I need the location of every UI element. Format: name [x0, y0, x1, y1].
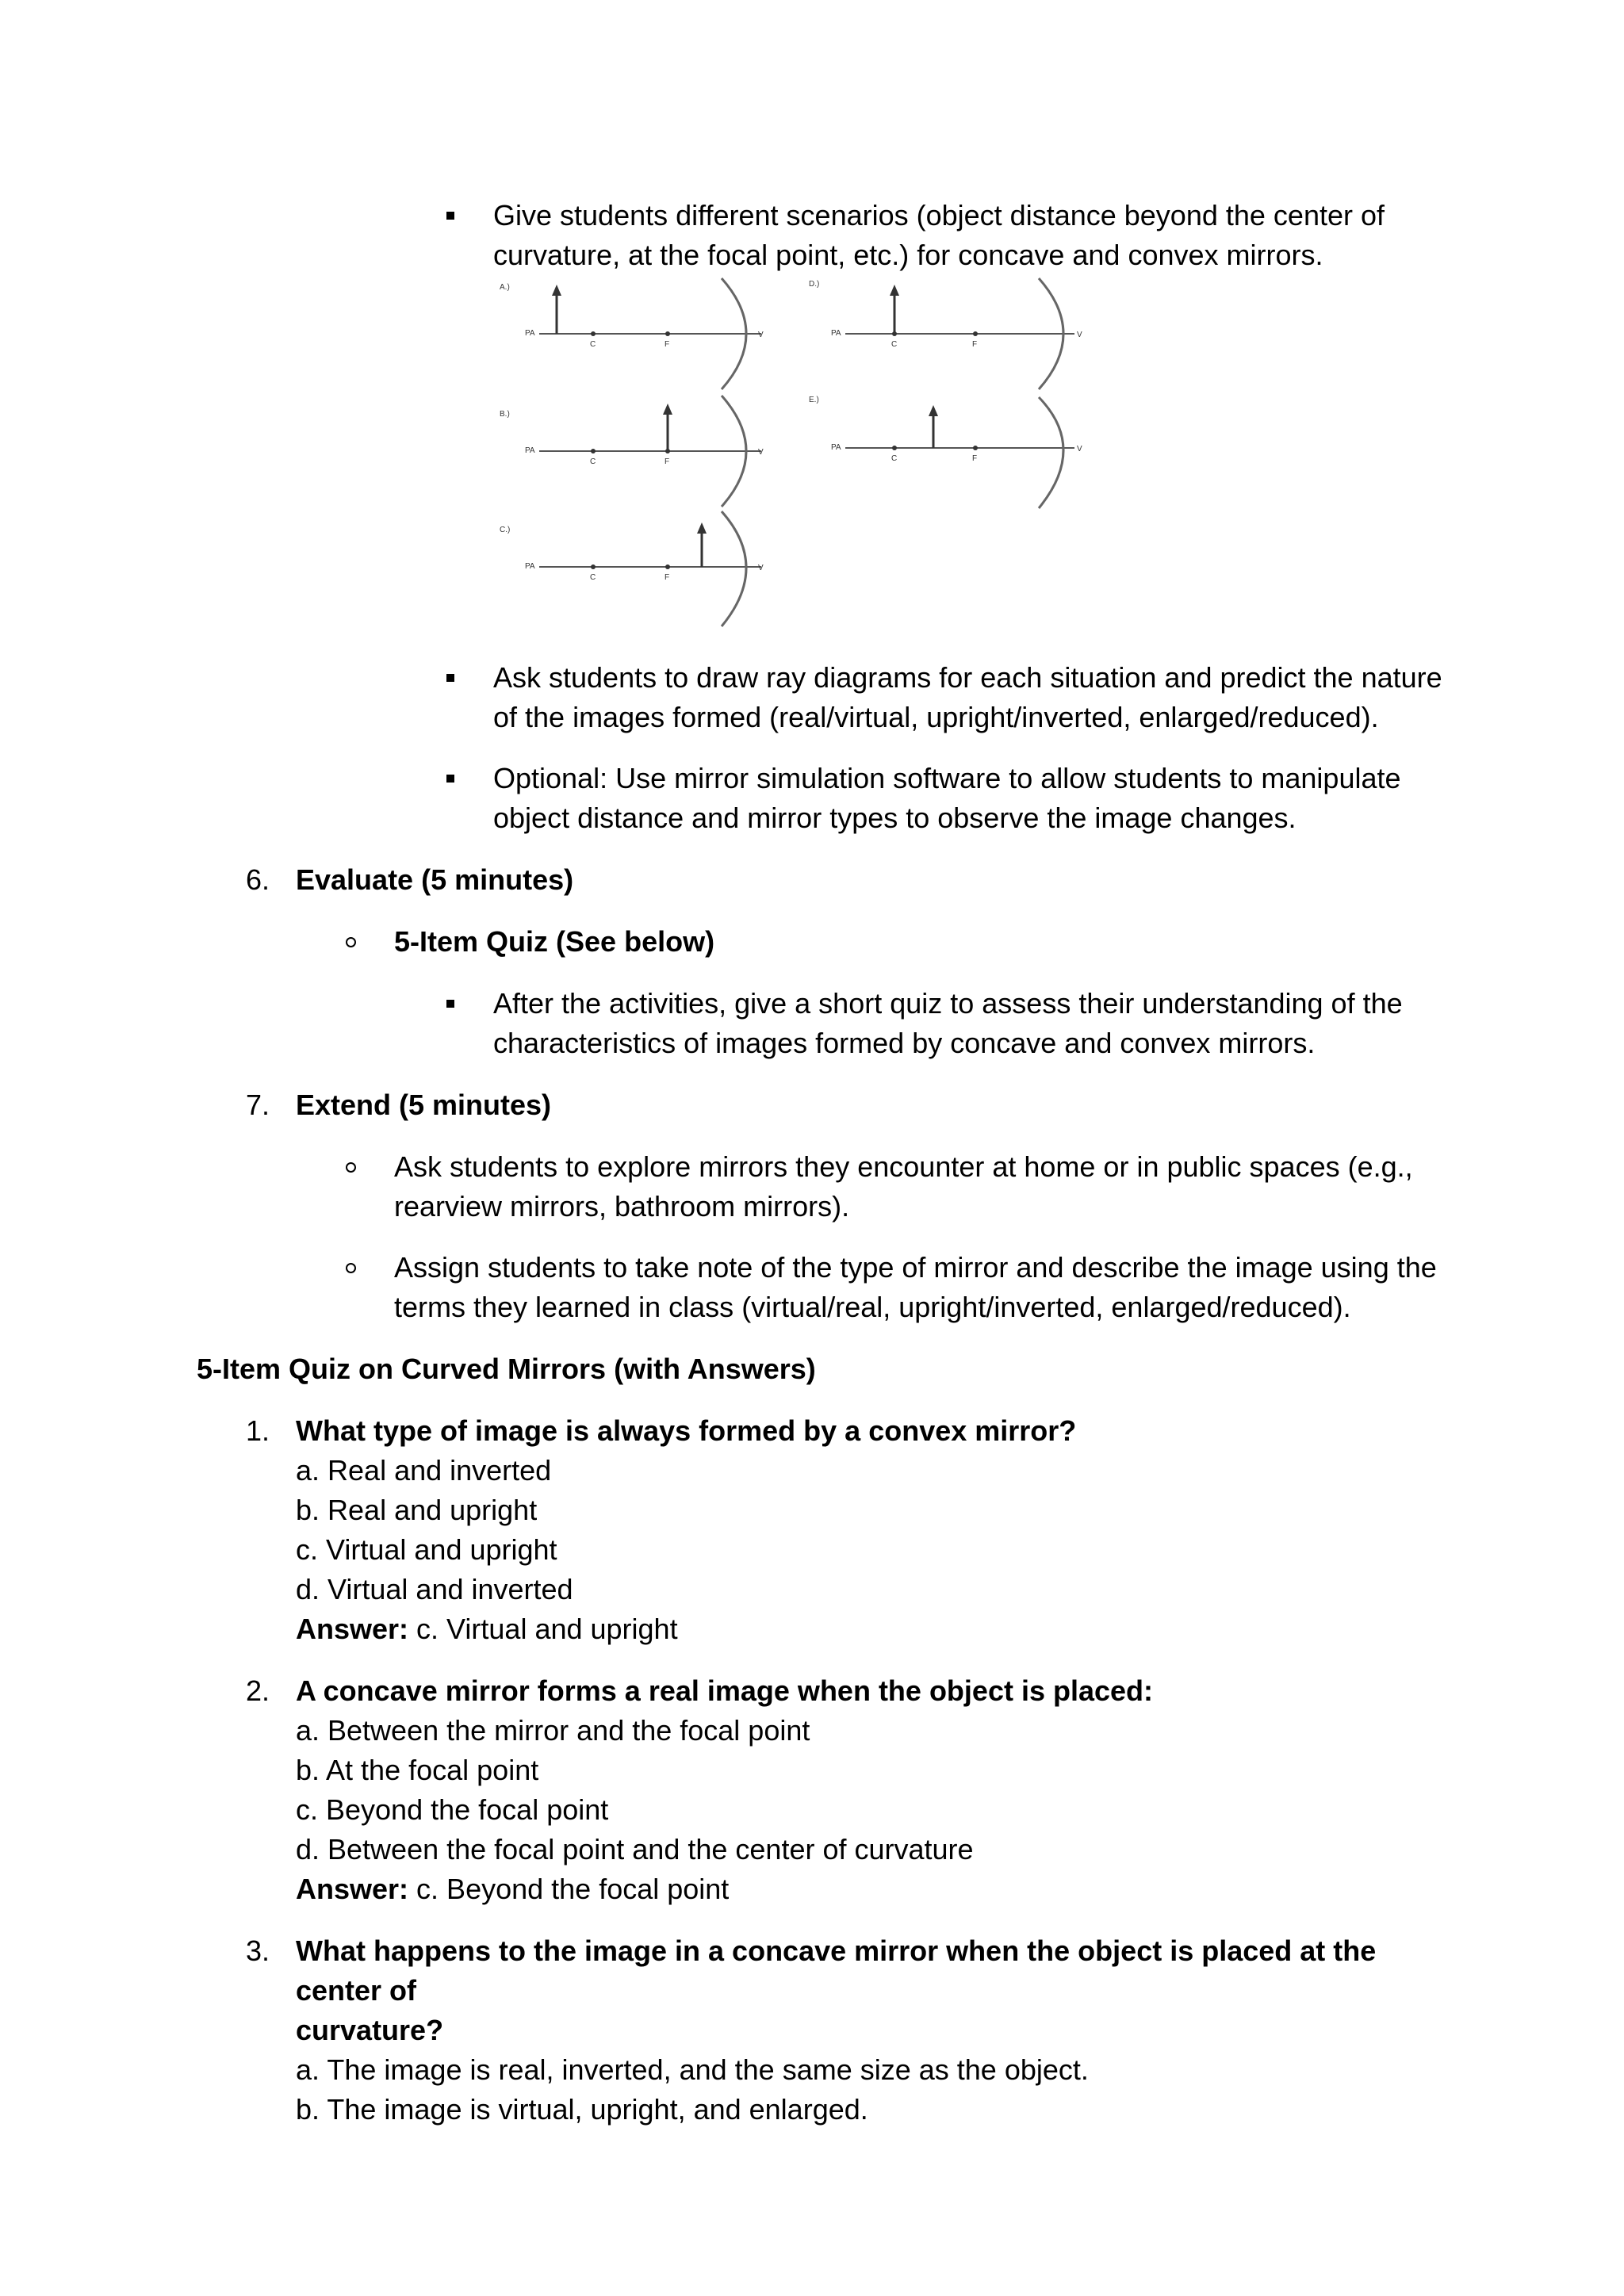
bullet-short-quiz: After the activities, give a short quiz to assess their understanding of the characteristics of images formed by concave and convex mirrors. [493, 987, 1403, 1059]
panel-c-f: F [665, 573, 670, 582]
question-3 [296, 1931, 1461, 2130]
answer-line [296, 1869, 1454, 1909]
panel-label-e: E.) [809, 396, 819, 404]
panel-e-axis-label: PA [831, 443, 841, 452]
panel-c-c: C [590, 573, 596, 582]
option: b. The image is virtual, upright, and enlarged. [296, 2093, 868, 2126]
panel-a-f: F [665, 340, 670, 349]
panel-label-b: B.) [500, 410, 510, 419]
bullet-square [446, 212, 454, 220]
bullet-circle [346, 1162, 356, 1173]
bullet-circle [346, 937, 356, 947]
option: c. Beyond the focal point [296, 1793, 609, 1826]
answer-value: c. Beyond the focal point [416, 1873, 730, 1905]
panel-label-d: D.) [809, 280, 820, 289]
panel-a-axis-label: PA [525, 329, 535, 338]
question-1 [296, 1411, 1454, 1649]
bullet-square [446, 775, 454, 783]
panel-c-v: V [758, 564, 764, 572]
panel-e-f: F [972, 454, 978, 463]
option: b. Real and upright [296, 1494, 538, 1526]
panel-c-axis-label: PA [525, 562, 535, 571]
quiz-subheading: 5-Item Quiz (See below) [394, 925, 715, 958]
option: c. Virtual and upright [296, 1533, 557, 1566]
option: b. At the focal point [296, 1754, 539, 1786]
panel-b-axis-label: PA [525, 446, 535, 455]
question-number: 2. [245, 1674, 270, 1707]
option: a. Real and inverted [296, 1454, 552, 1487]
extend-item-explore: Ask students to explore mirrors they encounter at home or in public spaces (e.g., rearview mirrors, bathroom mirrors). [394, 1150, 1413, 1223]
bullet-ray-diagrams: Ask students to draw ray diagrams for each situation and predict the nature of the images formed (real/virtual, upright/inverted, enlarged/reduced). [493, 661, 1442, 733]
bullet-square [446, 674, 454, 682]
panel-e-v: V [1077, 445, 1082, 453]
option: a. The image is real, inverted, and the same size as the object. [296, 2053, 1089, 2086]
option: d. Virtual and inverted [296, 1573, 573, 1605]
answer-value: c. Virtual and upright [416, 1613, 678, 1645]
step-title-extend: Extend (5 minutes) [296, 1089, 552, 1121]
panel-d-axis-label: PA [831, 329, 841, 338]
panel-d-c: C [891, 340, 898, 349]
panel-a-v: V [758, 331, 764, 339]
option: d. Between the focal point and the center of curvature [296, 1833, 974, 1866]
question-text-line1: What happens to the image in a concave mirror when the object is placed at the center of [296, 1934, 1377, 2007]
question-2 [296, 1671, 1454, 1909]
question-text: What type of image is always formed by a convex mirror? [296, 1414, 1077, 1447]
option: a. Between the mirror and the focal point [296, 1714, 810, 1747]
quiz-heading: 5-Item Quiz on Curved Mirrors (with Answers) [197, 1353, 816, 1385]
panel-label-c: C.) [500, 526, 511, 534]
step-number: 7. [245, 1089, 270, 1121]
panel-b-f: F [665, 457, 670, 466]
question-number: 3. [245, 1934, 270, 1967]
answer-label: Answer: [296, 1873, 409, 1905]
panel-a-c: C [590, 340, 596, 349]
step-number: 6. [245, 863, 270, 896]
bullet-circle [346, 1263, 356, 1273]
panel-d-v: V [1077, 331, 1082, 339]
answer-label: Answer: [296, 1613, 409, 1645]
step-title-evaluate: Evaluate (5 minutes) [296, 863, 574, 896]
panel-b-c: C [590, 457, 596, 466]
answer-line [296, 1609, 1454, 1649]
panel-b-v: V [758, 448, 764, 457]
mirror-diagrams-figure [492, 274, 1086, 638]
panel-label-a: A.) [500, 283, 510, 292]
bullet-scenarios: Give students different scenarios (object distance beyond the center of curvature, at the focal point, etc.) for concave and convex mirrors. [493, 199, 1385, 271]
question-number: 1. [245, 1414, 270, 1447]
extend-item-assign: Assign students to take note of the type of mirror and describe the image using the terms they learned in class (virtual/real, upright/inverted, enlarged/reduced). [394, 1251, 1437, 1323]
panel-d-f: F [972, 340, 978, 349]
bullet-square [446, 1000, 454, 1008]
question-text-line2: curvature? [296, 2014, 444, 2046]
question-text: A concave mirror forms a real image when the object is placed: [296, 1674, 1154, 1707]
panel-e-c: C [891, 454, 898, 463]
bullet-simulation: Optional: Use mirror simulation software to allow students to manipulate object distance and mirror types to observe the image changes. [493, 762, 1401, 834]
